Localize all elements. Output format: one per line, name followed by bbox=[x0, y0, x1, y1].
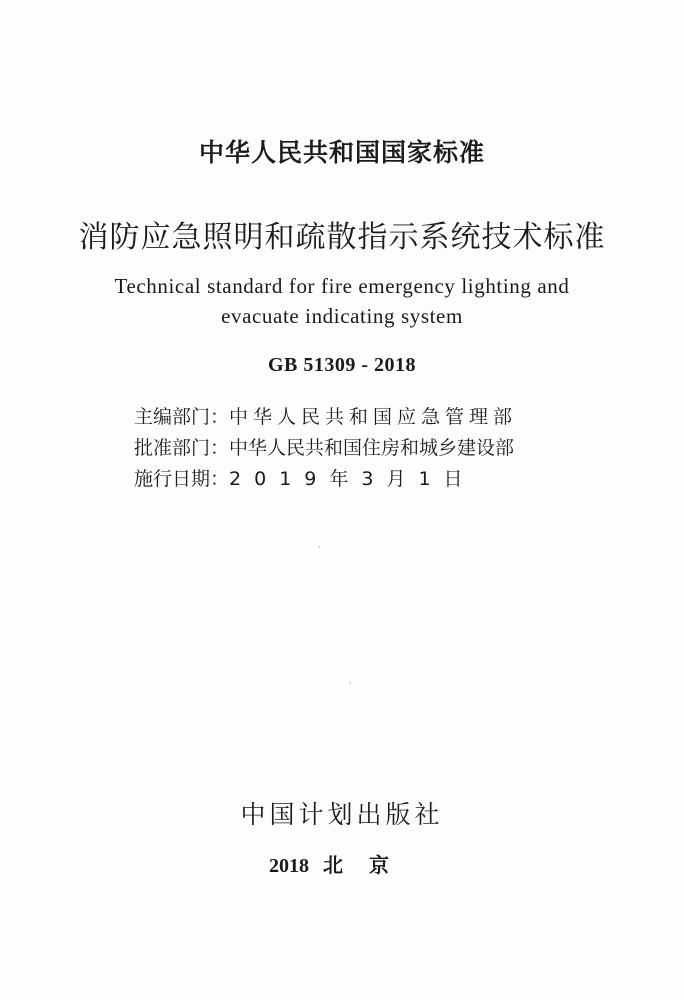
info-value: 中华人民共和国应急管理部 bbox=[229, 406, 518, 428]
scan-speck bbox=[349, 682, 351, 684]
info-value: 中华人民共和国住房和城乡建设部 bbox=[229, 437, 515, 459]
info-label: 主编部门： bbox=[134, 406, 230, 428]
standard-code: GB 51309 - 2018 bbox=[267, 354, 417, 376]
publication-city: 北京 bbox=[323, 855, 415, 877]
publication-place bbox=[0, 849, 684, 878]
scan-speck bbox=[318, 546, 320, 548]
info-row-editor bbox=[134, 403, 517, 431]
chinese-title: 消防应急照明和疏散指示系统技术标准 bbox=[78, 220, 606, 255]
publisher-name: 中国计划出版社 bbox=[240, 800, 444, 829]
publication-year: 2018 bbox=[269, 855, 309, 877]
info-row-effective-date bbox=[134, 465, 476, 493]
national-standard-heading: 中华人民共和国国家标准 bbox=[198, 138, 485, 167]
info-label: 批准部门： bbox=[134, 437, 230, 459]
info-row-approver bbox=[134, 434, 514, 462]
info-label: 施行日期： bbox=[134, 468, 230, 490]
english-title-line2: evacuate indicating system bbox=[221, 304, 463, 328]
english-title-line1: Technical standard for fire emergency lighting and bbox=[114, 274, 570, 298]
info-value: 2019年3月1日 bbox=[229, 468, 476, 490]
